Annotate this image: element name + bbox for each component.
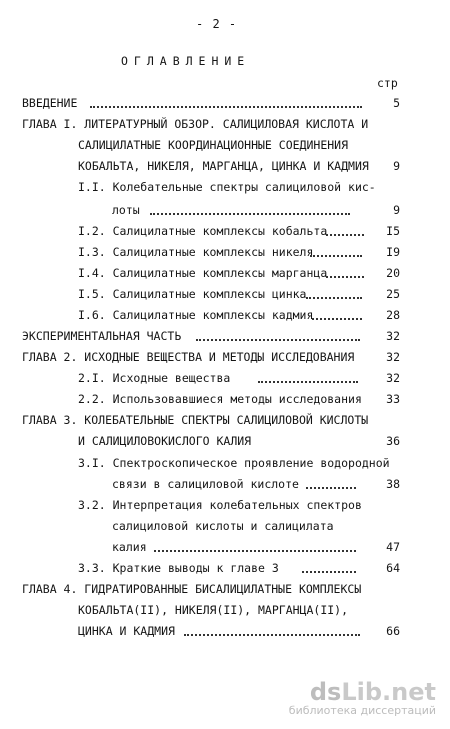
watermark-logo-main: Lib.net bbox=[341, 678, 436, 706]
dot-leader bbox=[306, 487, 356, 489]
toc-entry-page: 47 bbox=[386, 540, 400, 554]
dot-leader bbox=[310, 255, 362, 257]
toc-entry-text: лоты bbox=[112, 203, 140, 217]
dot-leader bbox=[326, 276, 364, 278]
dot-leader bbox=[150, 213, 350, 215]
toc-entry-text: ГЛАВА 4. ГИДРАТИРОВАННЫЕ БИСАЛИЦИЛАТНЫЕ КОМПЛЕКСЫ bbox=[22, 582, 362, 596]
dot-leader bbox=[90, 106, 362, 108]
toc-entry-page: 32 bbox=[386, 371, 400, 385]
toc-entry-text: I.4. Салицилатные комплексы марганца bbox=[78, 266, 328, 280]
toc-entry-text: ЦИНКА И КАДМИЯ bbox=[78, 624, 175, 638]
dot-leader bbox=[184, 634, 360, 636]
toc-entry-text: И САЛИЦИЛОВОКИСЛОГО КАЛИЯ bbox=[78, 434, 252, 448]
toc-entry-text: I.6. Салицилатные комплексы кадмия bbox=[78, 308, 314, 322]
dot-leader bbox=[312, 318, 362, 320]
dot-leader bbox=[326, 234, 364, 236]
toc-entry-page: 38 bbox=[386, 477, 400, 491]
toc-entry-text: ЭКСПЕРИМЕНТАЛЬНАЯ ЧАСТЬ bbox=[22, 329, 182, 343]
toc-entry-text: I.3. Салицилатные комплексы никеля bbox=[78, 245, 314, 259]
watermark-logo-prefix: ds bbox=[309, 678, 342, 706]
toc-entry-page: 64 bbox=[386, 561, 400, 575]
toc-entry-page: 28 bbox=[386, 308, 400, 322]
toc-entry-text: ГЛАВА I. ЛИТЕРАТУРНЫЙ ОБЗОР. САЛИЦИЛОВАЯ КИСЛОТА И bbox=[22, 117, 369, 131]
page-number: - 2 - bbox=[196, 17, 238, 31]
watermark-logo bbox=[289, 678, 436, 706]
toc-entry-text: САЛИЦИЛАТНЫЕ КООРДИНАЦИОННЫЕ СОЕДИНЕНИЯ bbox=[78, 138, 349, 152]
watermark-subtitle: библиотека диссертаций bbox=[288, 704, 436, 717]
toc-entry-text: ГЛАВА 2. ИСХОДНЫЕ ВЕЩЕСТВА И МЕТОДЫ ИССЛЕДОВАНИЯ bbox=[22, 350, 355, 364]
toc-entry-text: салициловой кислоты и салицилата bbox=[112, 519, 334, 533]
dslib-watermark bbox=[289, 678, 436, 717]
toc-entry-text: 2.2. Использовавшиеся методы исследования bbox=[78, 392, 362, 406]
toc-entry-page: 9 bbox=[393, 203, 400, 217]
toc-entry-text: ВВЕДЕНИЕ bbox=[22, 96, 78, 110]
toc-entry-page: 33 bbox=[386, 392, 400, 406]
toc-entry-text: I.2. Салицилатные комплексы кобальта bbox=[78, 224, 328, 238]
toc-entry-page: 36 bbox=[386, 434, 400, 448]
toc-entry-text: 3.2. Интерпретация колебательных спектров bbox=[78, 498, 362, 512]
toc-entry-page: 5 bbox=[393, 96, 400, 110]
toc-entry-text: калия bbox=[112, 540, 147, 554]
toc-entry-page: 20 bbox=[386, 266, 400, 280]
toc-entry-text: ГЛАВА 3. КОЛЕБАТЕЛЬНЫЕ СПЕКТРЫ САЛИЦИЛОВОЙ КИСЛОТЫ bbox=[22, 413, 369, 427]
toc-entry-text: 3.3. Краткие выводы к главе 3 bbox=[78, 561, 279, 575]
toc-entry-page: 66 bbox=[386, 624, 400, 638]
toc-entry-text: I.5. Салицилатные комплексы цинка bbox=[78, 287, 307, 301]
page-column-header: стр bbox=[377, 76, 398, 90]
toc-entry-page: I9 bbox=[386, 245, 400, 259]
toc-entry-text: связи в салициловой кислоте bbox=[112, 477, 299, 491]
toc-entry-text: 3.I. Спектроскопическое проявление водородной bbox=[78, 456, 390, 470]
dot-leader bbox=[258, 381, 358, 383]
toc-entry-page: 9 bbox=[393, 159, 400, 173]
toc-entry-text: КОБАЛЬТА, НИКЕЛЯ, МАРГАНЦА, ЦИНКА И КАДМИЯ bbox=[78, 159, 369, 173]
toc-entry-page: 25 bbox=[386, 287, 400, 301]
toc-entry-page: 32 bbox=[386, 350, 400, 364]
toc-title: ОГЛАВЛЕНИЕ bbox=[121, 54, 251, 68]
toc-entry-text: I.I. Колебательные спектры салициловой кис- bbox=[78, 180, 376, 194]
toc-entry-text: КОБАЛЬТА(II), НИКЕЛЯ(II), МАРГАНЦА(II), bbox=[78, 603, 349, 617]
dot-leader bbox=[196, 339, 360, 341]
dot-leader bbox=[154, 550, 356, 552]
dot-leader bbox=[306, 297, 362, 299]
toc-entry-text: 2.I. Исходные вещества bbox=[78, 371, 231, 385]
dot-leader bbox=[302, 571, 356, 573]
toc-entry-page: I5 bbox=[386, 224, 400, 238]
toc-entry-page: 32 bbox=[386, 329, 400, 343]
